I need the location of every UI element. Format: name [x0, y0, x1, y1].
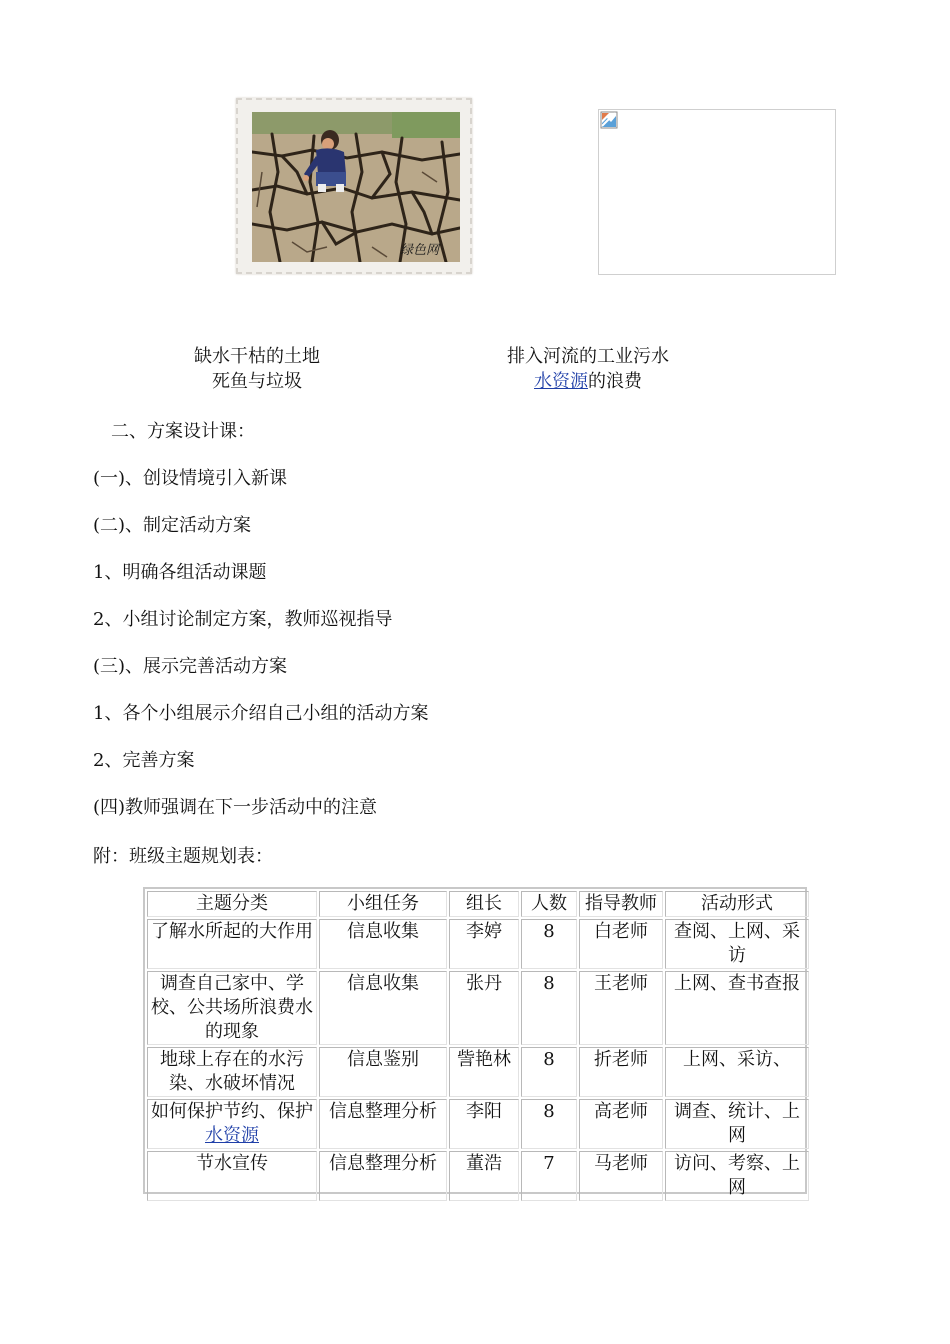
dry-land-photo	[236, 98, 472, 274]
cell-teacher: 白老师	[579, 919, 663, 969]
step-three-item-1: 1、各个小组展示介绍自己小组的活动方案	[93, 703, 429, 724]
cell-count: 8	[521, 919, 577, 969]
cell-count: 8	[521, 1099, 577, 1149]
header-task: 小组任务	[319, 891, 447, 917]
caption-dry-land: 缺水干枯的土地	[194, 346, 320, 367]
cell-form: 上网、采访、	[665, 1047, 809, 1097]
broken-image-icon	[600, 111, 618, 129]
cell-topic: 节水宣传	[147, 1151, 317, 1201]
table-row	[147, 1151, 809, 1201]
step-one: (一)、创设情境引入新课	[93, 468, 288, 489]
cell-topic: 调查自己家中、学校、公共场所浪费水的现象	[147, 971, 317, 1045]
right-caption	[468, 344, 708, 394]
section-heading-design: 二、方案设计课：	[93, 421, 255, 442]
caption-water-waste	[468, 369, 708, 394]
table-row	[147, 1099, 809, 1149]
cell-topic	[147, 1099, 317, 1149]
class-topic-plan-table	[143, 887, 807, 1198]
industrial-wastewater-image	[598, 109, 836, 275]
cell-leader: 訾艳林	[449, 1047, 519, 1097]
cell-form: 访问、考察、上网	[665, 1151, 809, 1201]
table-row	[147, 971, 809, 1045]
cell-task: 信息整理分析	[319, 1151, 447, 1201]
header-leader: 组长	[449, 891, 519, 917]
appendix-label: 附：班级主题规划表：	[93, 846, 273, 867]
caption-water-waste-rest: 的浪费	[588, 371, 642, 392]
step-three-item-2: 2、完善方案	[93, 750, 195, 771]
table-row	[147, 919, 809, 969]
cell-task: 信息收集	[319, 971, 447, 1045]
header-count: 人数	[521, 891, 577, 917]
cell-form: 上网、查书查报	[665, 971, 809, 1045]
left-caption	[137, 344, 377, 394]
cell-count: 8	[521, 1047, 577, 1097]
cell-count: 7	[521, 1151, 577, 1201]
caption-wastewater: 排入河流的工业污水	[507, 346, 669, 367]
cell-teacher: 马老师	[579, 1151, 663, 1201]
cell-leader: 张丹	[449, 971, 519, 1045]
step-two: (二)、制定活动方案	[93, 515, 252, 536]
cell-task: 信息鉴别	[319, 1047, 447, 1097]
step-two-item-2: 2、小组讨论制定方案，教师巡视指导	[93, 609, 393, 630]
header-topic: 主题分类	[147, 891, 317, 917]
step-four: (四)教师强调在下一步活动中的注意	[93, 797, 378, 818]
cell-topic-text: 如何保护节约、保护	[151, 1101, 313, 1122]
cell-teacher: 王老师	[579, 971, 663, 1045]
header-teacher: 指导教师	[579, 891, 663, 917]
cell-form: 查阅、上网、采访	[665, 919, 809, 969]
cell-teacher: 高老师	[579, 1099, 663, 1149]
table-header-row	[147, 891, 809, 917]
cell-leader: 董浩	[449, 1151, 519, 1201]
header-form: 活动形式	[665, 891, 809, 917]
cell-form: 调查、统计、上网	[665, 1099, 809, 1149]
cell-topic: 地球上存在的水污染、水破坏情况	[147, 1047, 317, 1097]
cell-task: 信息收集	[319, 919, 447, 969]
cell-count: 8	[521, 971, 577, 1045]
cracked-earth-image	[252, 112, 460, 262]
watermark-text: 绿色网	[400, 243, 440, 258]
cell-leader: 李阳	[449, 1099, 519, 1149]
water-resource-link[interactable]: 水资源	[534, 371, 588, 392]
cell-task: 信息整理分析	[319, 1099, 447, 1149]
cell-leader: 李婷	[449, 919, 519, 969]
water-resource-link-table[interactable]: 水资源	[205, 1125, 259, 1146]
cell-teacher: 折老师	[579, 1047, 663, 1097]
step-three: (三)、展示完善活动方案	[93, 656, 288, 677]
caption-dead-fish: 死鱼与垃圾	[212, 371, 302, 392]
table-row	[147, 1047, 809, 1097]
cell-topic: 了解水所起的大作用	[147, 919, 317, 969]
step-two-item-1: 1、明确各组活动课题	[93, 562, 267, 583]
